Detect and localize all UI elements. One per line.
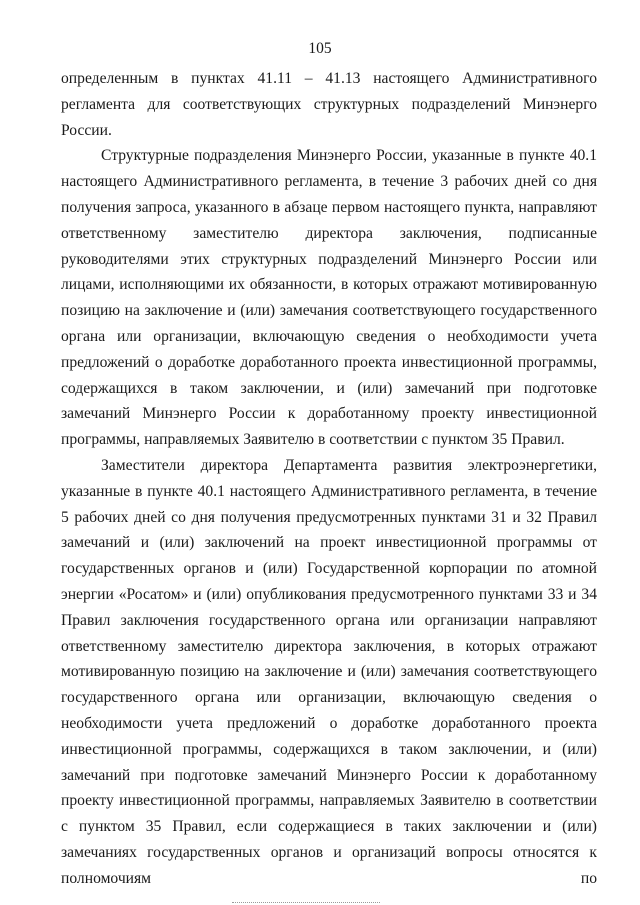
scan-edge-mark [232, 900, 380, 903]
paragraph-structural-units: Структурные подразделения Минэнерго России, указанные в пункте 40.1 настоящего Административного регламента, в течение 3 рабочих дней со дня получения запроса, указанного в абзаце первом настоящего пункта, направляют ответственному заместителю директора заключения, подписанные руководителями этих структурных подразделений Минэнерго России или лицами, исполняющими их обязанности, в которых отражают мотивированную позицию на заключение и (или) замечания соответствующего государственного органа или организации, включающую сведения о необходимости учета предложений о доработке доработанного проекта инвестиционной программы, содержащихся в таком заключении, и (или) замечаний при подготовке замечаний Минэнерго России к доработанному проекту инвестиционной программы, направляемых Заявителю в соответствии с пунктом 35 Правил. [61, 147, 597, 449]
page-number: 105 [308, 40, 332, 57]
document-body [61, 66, 597, 892]
paragraph-deputy-directors: Заместители директора Департамента развития электроэнергетики, указанные в пункте 40.1 настоящего Административного регламента, в течение 5 рабочих дней со дня получения предусмотренных пунктами 31 и 32 Правил замечаний и (или) заключений на проект инвестиционной программы от государственных органов и (или) Государственной корпорации по атомной энергии «Росатом» и (или) опубликования предусмотренного пунктами 33 и 34 Правил заключения государственного органа или организации направляют ответственному заместителю директора заключения, в которых отражают мотивированную позицию на заключение и (или) замечания соответствующего государственного органа или организации, включающую сведения о необходимости учета предложений о доработке доработанного проекта инвестиционной программы, содержащихся в таком заключении, и (или) замечаний при подготовке замечаний Минэнерго России к доработанному проекту инвестиционной программы, направляемых Заявителю в соответствии с пунктом 35 Правил, если содержащиеся в таких заключении и (или) замечаниях государственных органов и организаций вопросы относятся к полномочиям по [61, 456, 597, 887]
paragraph-continuation: определенным в пунктах 41.11 – 41.13 настоящего Административного регламента для соответствующих структурных подразделений Минэнерго России. [61, 70, 597, 139]
